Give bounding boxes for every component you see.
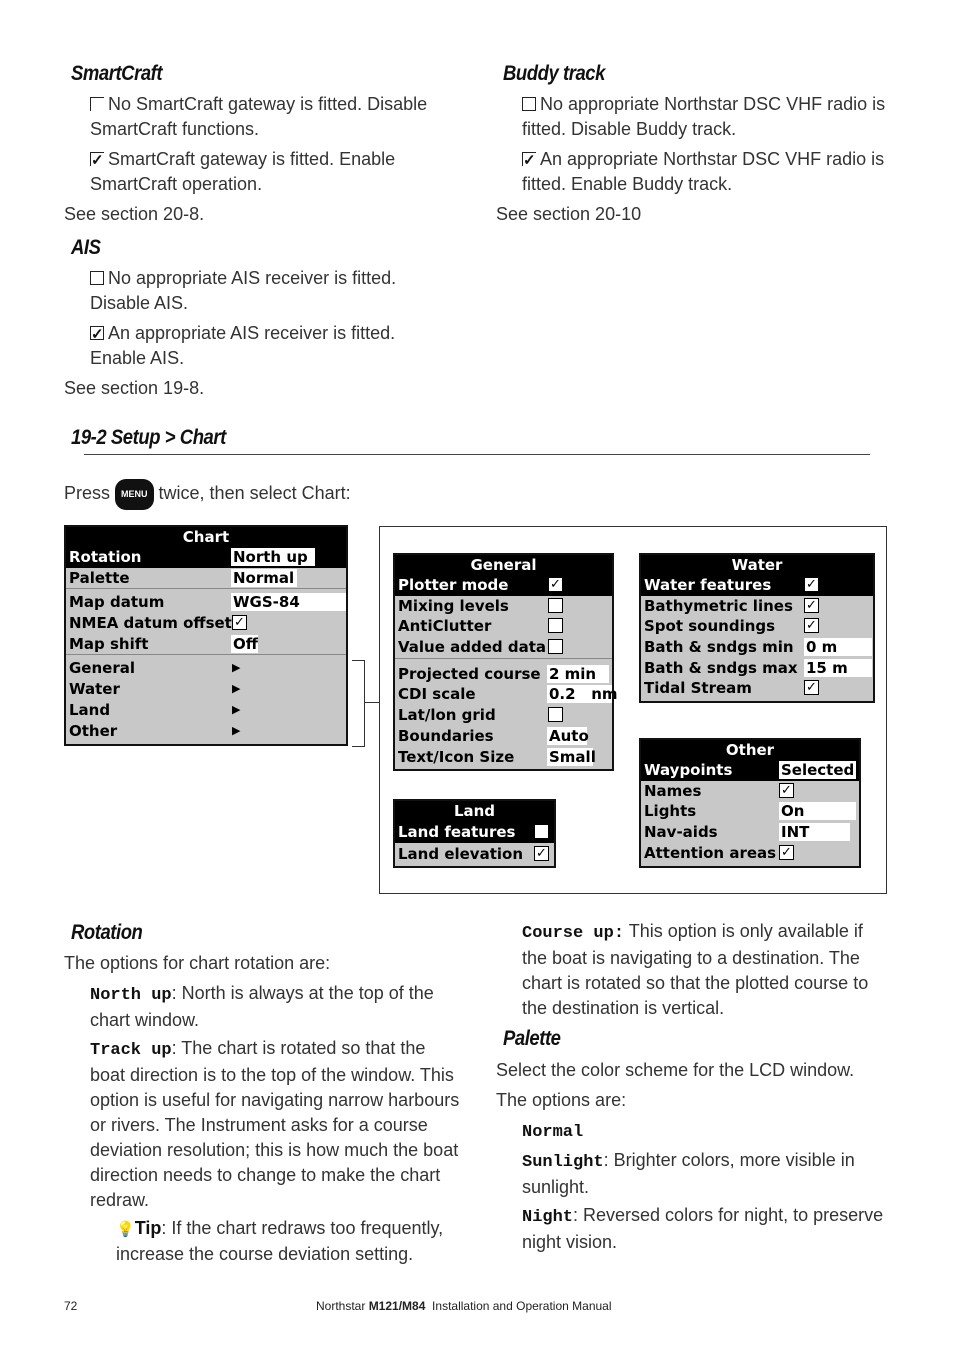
ais-option-disable: No appropriate AIS receiver is fitted. Disable AIS. (90, 268, 397, 313)
other-row-waypoints[interactable]: Waypoints Selected (641, 760, 859, 781)
water-panel-title: Water (641, 555, 873, 575)
rotation-course-up: Course up: This option is only available if the boat is navigating to a destination. The chart is rotated so that the plotted course to the destination is vertical. (522, 921, 869, 1018)
palette-night: Night: Reversed colors for night, to preserve night vision. (522, 1205, 884, 1252)
checkbox-checked-icon[interactable]: ✓ (534, 846, 549, 861)
general-row-value-added-data[interactable]: Value added data (395, 637, 612, 658)
other-row-attention-areas[interactable]: Attention areas ✓ (641, 843, 859, 864)
palette-options-label: The options are: (496, 1090, 627, 1110)
chart-row-map-datum[interactable]: Map datum WGS-84 (66, 592, 346, 613)
rotation-heading: Rotation (71, 921, 143, 944)
chart-row-rotation[interactable]: Rotation North up (66, 547, 346, 568)
press-menu-instruction: Press MENU twice, then select Chart: (64, 479, 351, 510)
checkbox-checked-icon (90, 152, 104, 166)
chart-row-general[interactable]: General ▶ (69, 659, 241, 678)
page-number: 72 (64, 1299, 78, 1313)
other-menu-panel (639, 738, 861, 868)
water-menu-panel (639, 553, 875, 703)
water-row-bath-sndgs-max[interactable]: Bath & sndgs max 15 m (641, 658, 873, 679)
palette-heading: Palette (503, 1027, 561, 1050)
general-row-boundaries[interactable]: Boundaries Auto (398, 726, 589, 745)
ais-option-enable: ✓An appropriate AIS receiver is fitted. Enable AIS. (90, 321, 430, 371)
checkbox-unchecked-icon[interactable] (548, 598, 563, 613)
buddy-see-section: See section 20-10 (496, 204, 642, 224)
land-panel-title: Land (395, 801, 554, 821)
checkbox-checked-icon (90, 326, 104, 340)
checkbox-unchecked-icon (90, 271, 104, 285)
chart-row-land[interactable]: Land ▶ (69, 700, 241, 719)
checkbox-unchecked-icon[interactable] (534, 824, 549, 839)
rotation-track-up: Track up: The chart is rotated so that the boat direction is to the top of the window. This option is useful for navigating narrow harbours or rivers. The Instrument asks for a course deviation resolution; this is how much the boat direction needs to change to make the chart redraw. (90, 1038, 460, 1210)
checkbox-checked-icon[interactable]: ✓ (804, 598, 819, 613)
checkbox-unchecked-icon[interactable] (548, 707, 563, 722)
land-menu-panel (393, 799, 556, 868)
checkbox-checked-icon (522, 152, 536, 166)
bracket-connector (352, 660, 365, 747)
palette-intro: Select the color scheme for the LCD window. (496, 1060, 855, 1080)
other-panel-title: Other (641, 740, 859, 760)
general-row-cdi-scale[interactable]: CDI scale 0.2 nm (398, 685, 618, 704)
bracket-line (364, 702, 380, 703)
other-row-names[interactable]: Names ✓ (641, 781, 859, 802)
checkbox-unchecked-icon[interactable] (548, 639, 563, 654)
other-row-lights[interactable]: Lights On (641, 801, 859, 822)
other-row-nav-aids[interactable]: Nav-aids INT (641, 822, 859, 843)
section-heading: 19-2 Setup > Chart (71, 426, 226, 449)
palette-sunlight: Sunlight: Brighter colors, more visible in sunlight. (522, 1150, 855, 1197)
chart-panel-title: Chart (66, 527, 346, 547)
general-row-projected-course[interactable]: Projected course 2 min (395, 664, 612, 685)
checkbox-checked-icon[interactable]: ✓ (232, 615, 247, 630)
water-row-water-features[interactable]: Water features ✓ (641, 575, 873, 596)
chart-row-palette[interactable]: Palette Normal (66, 568, 346, 589)
checkbox-unchecked-icon (522, 97, 536, 111)
lightbulb-icon: 💡 (116, 1221, 135, 1238)
rotation-north-up: North up: North is always at the top of the chart window. (90, 983, 434, 1030)
general-row-anticlutter[interactable]: AntiClutter (395, 616, 612, 637)
checkbox-checked-icon[interactable]: ✓ (804, 577, 819, 592)
checkbox-checked-icon[interactable]: ✓ (804, 680, 819, 695)
smartcraft-heading: SmartCraft (71, 62, 163, 85)
water-row-bath-sndgs-min[interactable]: Bath & sndgs min 0 m (641, 637, 873, 658)
chart-menu-panel (64, 525, 348, 746)
land-row-land-elevation[interactable]: Land elevation ✓ (395, 843, 554, 865)
checkbox-checked-icon[interactable]: ✓ (779, 783, 794, 798)
checkbox-checked-icon[interactable]: ✓ (779, 845, 794, 860)
buddy-option-disable: No appropriate Northstar DSC VHF radio is fitted. Disable Buddy track. (522, 94, 886, 139)
checkbox-checked-icon[interactable]: ✓ (804, 618, 819, 633)
smartcraft-option-disable: No SmartCraft gateway is fitted. Disable SmartCraft functions. (90, 94, 428, 139)
general-menu-panel (393, 553, 618, 771)
smartcraft-option-enable: ✓SmartCraft gateway is fitted. Enable SmartCraft operation. (90, 147, 450, 197)
water-row-bathymetric-lines[interactable]: Bathymetric lines ✓ (641, 596, 873, 617)
palette-normal: Normal (522, 1123, 584, 1142)
submenu-arrow-icon: ▶ (232, 661, 241, 675)
chart-row-nmea-datum-offset[interactable]: NMEA datum offset ✓ (66, 613, 346, 634)
general-panel-title: General (395, 555, 612, 575)
rotation-intro: The options for chart rotation are: (64, 953, 331, 973)
smartcraft-see-section: See section 20-8. (64, 204, 205, 224)
general-row-text-icon-size[interactable]: Text/Icon Size Small (398, 747, 596, 766)
chart-row-map-shift[interactable]: Map shift Off (69, 634, 258, 653)
water-row-tidal-stream[interactable]: Tidal Stream ✓ (641, 678, 873, 699)
checkbox-unchecked-icon[interactable] (548, 618, 563, 633)
submenu-arrow-icon: ▶ (232, 682, 241, 696)
general-row-mixing-levels[interactable]: Mixing levels (395, 596, 612, 617)
ais-heading: AIS (71, 236, 101, 259)
general-row-lat-lon-grid[interactable]: Lat/lon grid (395, 705, 612, 726)
submenu-arrow-icon: ▶ (232, 723, 241, 737)
footer-title: Northstar M121/M84 Installation and Operation Manual (316, 1299, 612, 1313)
menu-key-icon: MENU (115, 479, 154, 510)
checkbox-checked-icon[interactable]: ✓ (548, 577, 563, 592)
buddy-track-heading: Buddy track (503, 62, 605, 85)
ais-see-section: See section 19-8. (64, 378, 205, 398)
section-divider (84, 454, 870, 455)
land-row-land-features[interactable]: Land features (395, 821, 554, 843)
checkbox-unchecked-icon (90, 97, 104, 111)
chart-row-water[interactable]: Water ▶ (69, 680, 241, 699)
buddy-option-enable: ✓An appropriate Northstar DSC VHF radio is fitted. Enable Buddy track. (522, 147, 897, 197)
rotation-tip: 💡Tip: If the chart redraws too frequently, increase the course deviation setting. (116, 1218, 444, 1264)
submenu-arrow-icon: ▶ (232, 702, 241, 716)
water-row-spot-soundings[interactable]: Spot soundings ✓ (641, 616, 873, 637)
general-row-plotter-mode[interactable]: Plotter mode ✓ (395, 575, 612, 596)
chart-row-other[interactable]: Other ▶ (69, 721, 241, 740)
